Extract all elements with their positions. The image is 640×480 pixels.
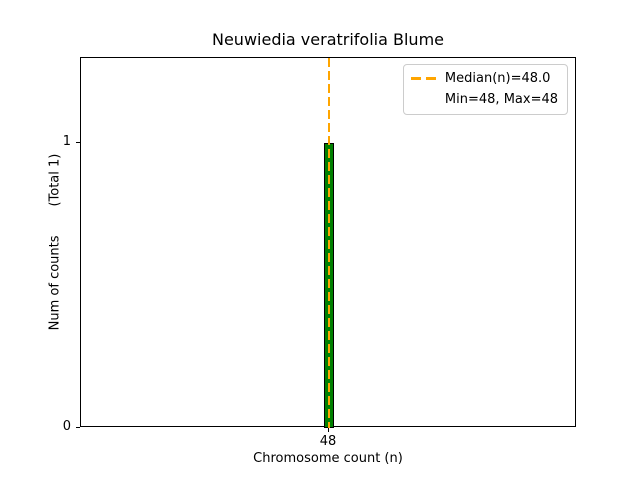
legend-spacer [411,98,438,101]
x-axis-label: Chromosome count (n) [253,451,403,466]
x-tick-mark [328,428,329,432]
plot-area [80,57,576,427]
x-tick-label: 48 [319,434,337,449]
legend [403,64,568,115]
y-tick-mark [76,142,80,143]
median-dashed-line-icon [411,77,438,80]
median-line [328,58,330,428]
y-axis-label: Num of counts (Total 1) [47,153,63,331]
y-tick-label: 1 [62,134,71,150]
legend-entry-median [411,68,558,89]
y-tick-mark [76,427,80,428]
chart-title: Neuwiedia veratrifolia Blume [211,30,444,49]
y-tick-label: 0 [62,419,71,434]
legend-minmax-label: Min=48, Max=48 [444,92,558,107]
legend-entry-minmax [411,89,558,110]
legend-median-label: Median(n)=48.0 [444,71,551,86]
